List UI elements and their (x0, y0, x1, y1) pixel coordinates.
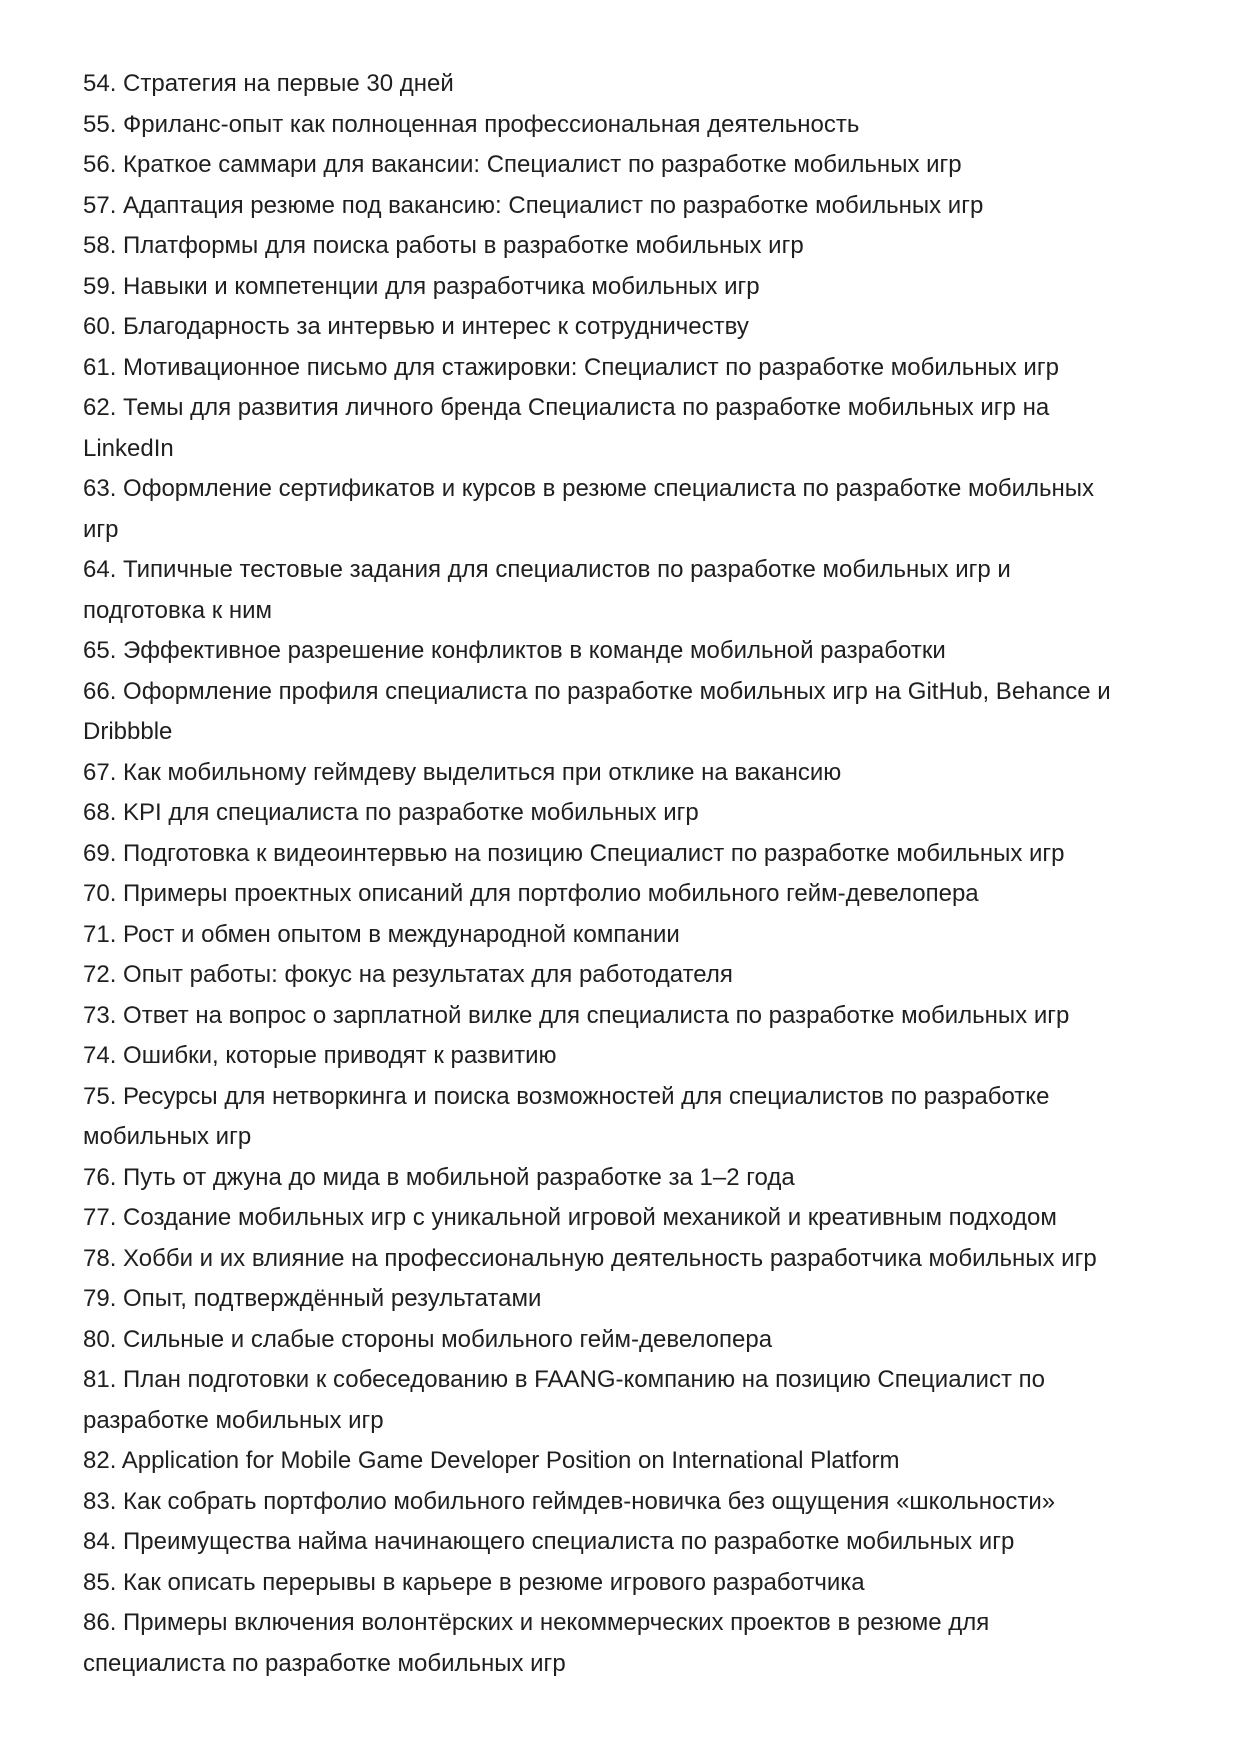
list-item-text: 81. План подготовки к собеседованию в FAANG-компанию на позицию Специалист по (83, 1366, 1045, 1393)
list-item-text: 77. Создание мобильных игр с уникальной игровой механикой и креативным подходом (83, 1204, 1057, 1231)
list-item-text: 83. Как собрать портфолио мобильного геймдев-новичка без ощущения «школьности» (83, 1487, 1056, 1515)
list-item-text: 75. Ресурсы для нетворкинга и поиска возможностей для специалистов по разработке (83, 1082, 1050, 1110)
list-item (83, 793, 1173, 834)
list-item (83, 996, 1173, 1037)
list-item (83, 915, 1173, 956)
list-item-text: 76. Путь от джуна до мида в мобильной разработке за 1–2 года (83, 1163, 795, 1191)
list-item-text-continuation: мобильных игр (83, 1123, 252, 1150)
list-item (83, 307, 1173, 348)
list-item (83, 550, 1173, 631)
list-item (83, 1036, 1173, 1077)
list-item-text-continuation: подготовка к ним (83, 596, 273, 624)
list-item-text: 55. Фриланс-опыт как полноценная профессиональная деятельность (83, 110, 860, 138)
list-item-text: 80. Сильные и слабые стороны мобильного гейм-девелопера (83, 1325, 773, 1353)
list-item (83, 1563, 1173, 1604)
list-item-text: 71. Рост и обмен опытом в международной компании (83, 920, 680, 948)
list-item (83, 753, 1173, 794)
numbered-topic-list (83, 64, 1173, 1684)
list-item-text: 63. Оформление сертификатов и курсов в резюме специалиста по разработке мобильных (83, 475, 1094, 502)
list-item (83, 955, 1173, 996)
list-item-text: 74. Ошибки, которые приводят к развитию (83, 1042, 557, 1069)
list-item (83, 1522, 1173, 1563)
list-item (83, 672, 1173, 753)
list-item-text: 64. Типичные тестовые задания для специалистов по разработке мобильных игр и (83, 556, 1011, 583)
list-item-text-continuation: специалиста по разработке мобильных игр (83, 1649, 566, 1677)
list-item (83, 874, 1173, 915)
list-item (83, 1239, 1173, 1280)
list-item-text-continuation: игр (83, 515, 119, 543)
list-item-text: 58. Платформы для поиска работы в разработке мобильных игр (83, 232, 804, 259)
list-item (83, 388, 1173, 469)
list-item-text: 72. Опыт работы: фокус на результатах для работодателя (83, 961, 733, 988)
list-item (83, 1603, 1173, 1684)
list-item (83, 348, 1173, 389)
list-item (83, 1077, 1173, 1158)
list-item (83, 1320, 1173, 1361)
list-item-text: 56. Краткое саммари для вакансии: Специалист по разработке мобильных игр (83, 151, 962, 178)
list-item-text: 67. Как мобильному геймдеву выделиться при отклике на вакансию (83, 758, 842, 786)
list-item-text: 60. Благодарность за интервью и интерес к сотрудничеству (83, 313, 749, 340)
list-item (83, 1441, 1173, 1482)
list-item-text: 57. Адаптация резюме под вакансию: Специалист по разработке мобильных игр (83, 191, 984, 219)
list-item (83, 186, 1173, 227)
list-item (83, 145, 1173, 186)
list-item-text: 65. Эффективное разрешение конфликтов в команде мобильной разработки (83, 637, 946, 664)
list-item (83, 631, 1173, 672)
list-item-text: 70. Примеры проектных описаний для портфолио мобильного гейм-девелопера (83, 880, 979, 907)
list-item (83, 1158, 1173, 1199)
list-item-text: 59. Навыки и компетенции для разработчика мобильных игр (83, 272, 760, 300)
list-item-text: 73. Ответ на вопрос о зарплатной вилке для специалиста по разработке мобильных игр (83, 1001, 1070, 1029)
list-item (83, 64, 1173, 105)
list-item (83, 1360, 1173, 1441)
list-item-text: 86. Примеры включения волонтёрских и некоммерческих проектов в резюме для (83, 1609, 990, 1636)
list-item-text-continuation: LinkedIn (83, 434, 174, 462)
list-item-text: 69. Подготовка к видеоинтервью на позицию Специалист по разработке мобильных игр (83, 839, 1065, 867)
list-item (83, 1198, 1173, 1239)
list-item-text: 82. Application for Mobile Game Developer Position on International Platform (83, 1447, 900, 1474)
list-item (83, 105, 1173, 146)
list-item-text-continuation: разработке мобильных игр (83, 1406, 384, 1434)
list-item-text: 68. KPI для специалиста по разработке мобильных игр (83, 799, 699, 826)
list-item-text: 62. Темы для развития личного бренда Специалиста по разработке мобильных игр на (83, 394, 1050, 421)
list-item-text: 79. Опыт, подтверждённый результатами (83, 1285, 542, 1312)
list-item (83, 469, 1173, 550)
list-item-text: 66. Оформление профиля специалиста по разработке мобильных игр на GitHub, Behance и (83, 677, 1111, 705)
list-item (83, 1482, 1173, 1523)
list-item-text: 61. Мотивационное письмо для стажировки: Специалист по разработке мобильных игр (83, 353, 1059, 381)
list-item (83, 834, 1173, 875)
list-item-text: 54. Стратегия на первые 30 дней (83, 70, 454, 97)
list-item (83, 226, 1173, 267)
list-item (83, 1279, 1173, 1320)
list-item-text: 84. Преимущества найма начинающего специалиста по разработке мобильных игр (83, 1528, 1015, 1555)
list-item-text-continuation: Dribbble (83, 718, 173, 745)
list-item (83, 267, 1173, 308)
list-item-text: 78. Хобби и их влияние на профессиональную деятельность разработчика мобильных игр (83, 1244, 1097, 1272)
list-item-text: 85. Как описать перерывы в карьере в резюме игрового разработчика (83, 1568, 865, 1596)
